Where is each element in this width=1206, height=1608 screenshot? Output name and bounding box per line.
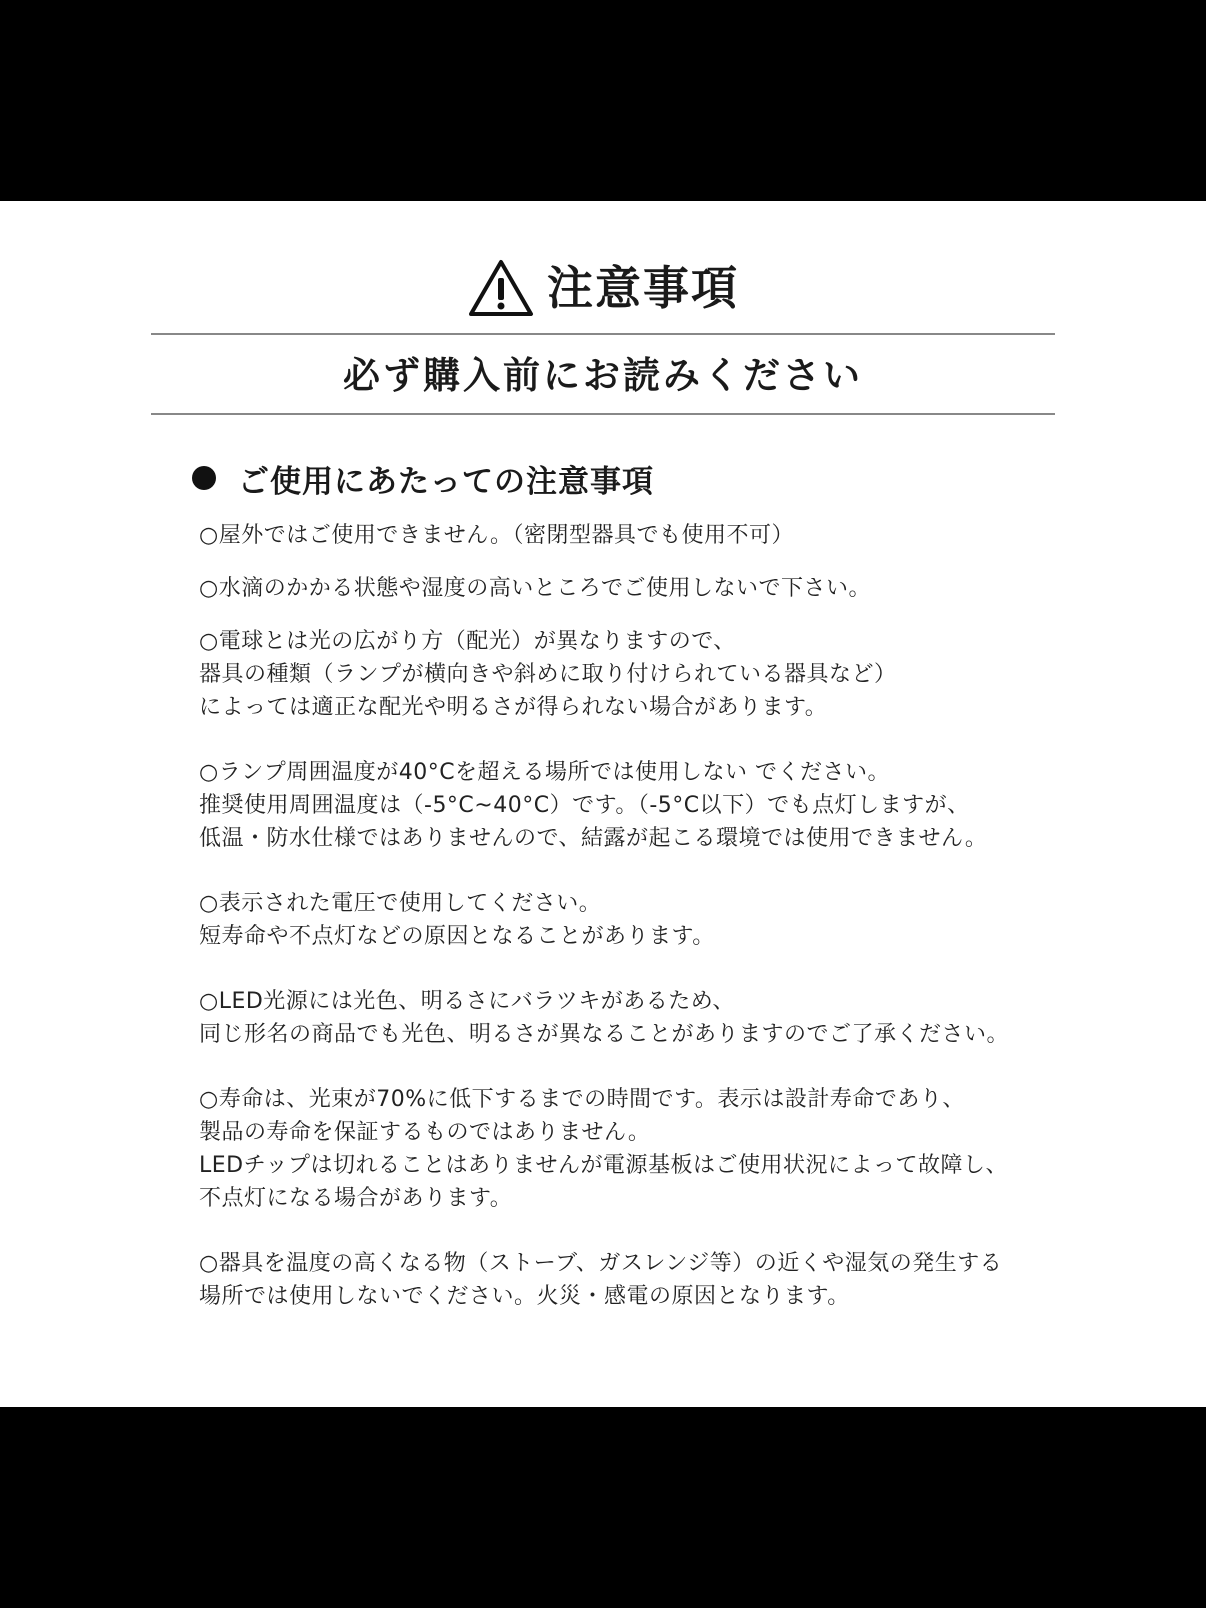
note-line: 不点灯になる場合があります。 [199, 1186, 513, 1211]
note-item [199, 1247, 1079, 1313]
note-line: 推奨使用周囲温度は（-5°C~40°C）です。（-5°C以下）でも点灯しますが、 [199, 793, 970, 818]
note-line: ○水滴のかかる状態や湿度の高いところでご使用しないで下さい。 [199, 576, 871, 601]
note-line: ○屋外ではご使用できません。（密閉型器具でも使用不可） [199, 523, 795, 548]
notes-list [199, 519, 1079, 1313]
note-item [199, 519, 1079, 552]
note-line: 場所では使用しないでください。火災・感電の原因となります。 [199, 1284, 850, 1309]
note-line: ○寿命は、光束が70%に低下するまでの時間です。表示は設計寿命であり、 [199, 1087, 965, 1112]
note-item [199, 572, 1079, 605]
note-line: 同じ形名の商品でも光色、明るさが異なることがありますのでご了承ください。 [199, 1022, 1010, 1047]
warning-icon [467, 258, 535, 318]
bullet-icon [192, 466, 216, 490]
note-line: ○電球とは光の広がり方（配光）が異なりますので、 [199, 629, 736, 654]
note-line: によっては適正な配光や明るさが得られない場合があります。 [199, 695, 828, 720]
note-item [199, 625, 1079, 724]
divider-bottom [151, 413, 1055, 415]
note-line: 器具の種類（ランプが横向きや斜めに取り付けられている器具など） [199, 662, 897, 687]
note-line: ○表示された電圧で使用してください。 [199, 891, 602, 916]
note-item [199, 887, 1079, 953]
section-heading [192, 453, 654, 503]
note-line: ○ランプ周囲温度が40°Cを超える場所では使用しない でください。 [199, 760, 891, 785]
note-item [199, 985, 1079, 1051]
notice-page [0, 201, 1206, 1407]
note-line: 製品の寿命を保証するものではありません。 [199, 1120, 651, 1145]
divider-top [151, 333, 1055, 335]
note-line: ○器具を温度の高くなる物（ストーブ、ガスレンジ等）の近くや湿気の発生する [199, 1251, 1003, 1276]
note-line: LEDチップは切れることはありませんが電源基板はご使用状況によって故障し、 [199, 1153, 1008, 1178]
page-subtitle: 必ず購入前にお読みください [343, 353, 863, 397]
note-line: 短寿命や不点灯などの原因となることがあります。 [199, 924, 715, 949]
page-title: 注意事項 [547, 261, 739, 315]
note-line: 低温・防水仕様ではありませんので、結露が起こる環境では使用できません。 [199, 826, 988, 851]
note-item [199, 1083, 1079, 1215]
note-item [199, 756, 1079, 855]
section-heading-text: ご使用にあたっての注意事項 [238, 463, 654, 500]
title-row [0, 253, 1206, 323]
note-line: ○LED光源には光色、明るさにバラツキがあるため、 [199, 989, 735, 1014]
